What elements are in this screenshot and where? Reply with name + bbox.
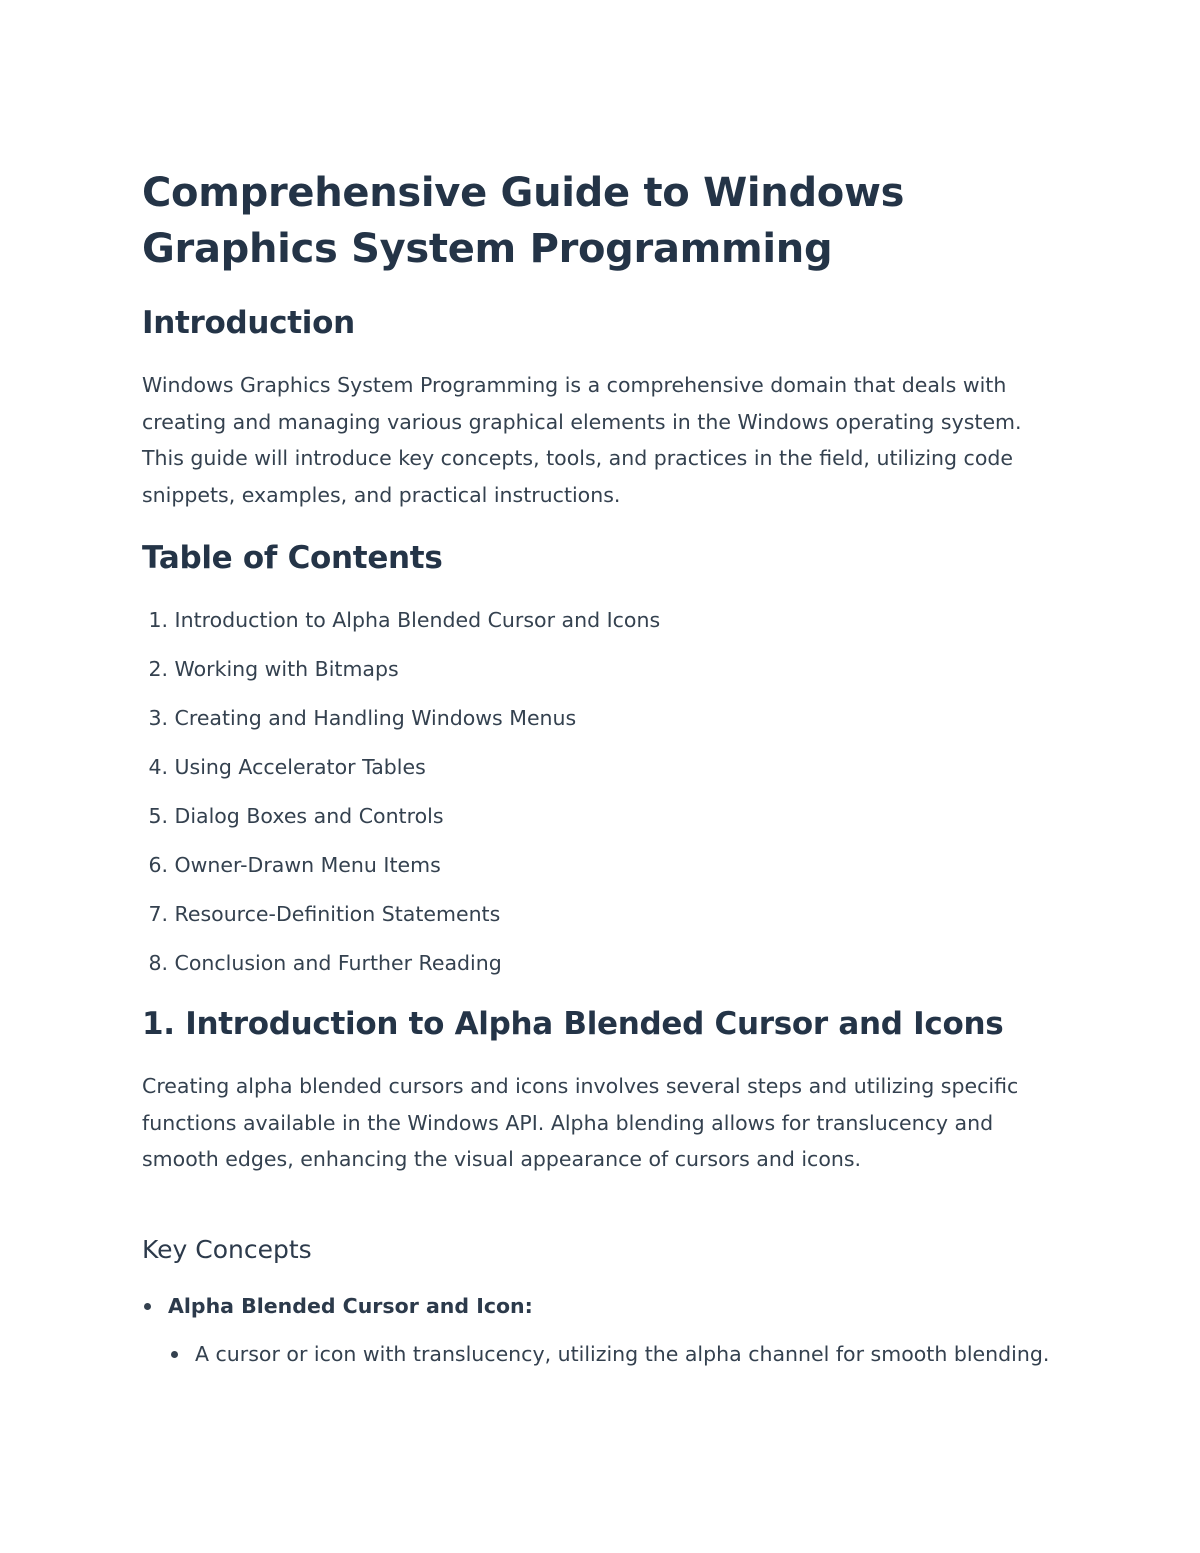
toc-item-label[interactable]: Conclusion and Further Reading xyxy=(174,951,502,975)
toc-item[interactable] xyxy=(142,847,660,896)
page-title: Comprehensive Guide to Windows Graphics System Programming xyxy=(142,170,905,272)
toc-item[interactable] xyxy=(142,651,660,700)
table-of-contents xyxy=(142,602,660,994)
toc-item[interactable] xyxy=(142,749,660,798)
toc-item[interactable] xyxy=(142,945,660,994)
toc-item-label[interactable]: Introduction to Alpha Blended Cursor and Icons xyxy=(174,608,661,632)
key-concepts-heading: Key Concepts xyxy=(142,1235,312,1264)
toc-item[interactable] xyxy=(142,896,660,945)
bullet-detail: A cursor or icon with translucency, utilizing the alpha channel for smooth blending. xyxy=(195,1342,1050,1366)
toc-item[interactable] xyxy=(142,798,660,847)
bullet-icon xyxy=(171,1351,178,1358)
toc-heading: Table of Contents xyxy=(142,540,443,576)
toc-item-label[interactable]: Owner-Drawn Menu Items xyxy=(174,853,441,877)
toc-item-label[interactable]: Using Accelerator Tables xyxy=(174,755,426,779)
sub-list-item xyxy=(168,1336,1055,1372)
section1-heading: 1. Introduction to Alpha Blended Cursor and Icons xyxy=(142,1006,1004,1042)
toc-item-number: 7. xyxy=(148,902,168,926)
toc-item-number: 4. xyxy=(148,755,168,779)
toc-item-number: 6. xyxy=(148,853,168,877)
toc-item-number: 8. xyxy=(148,951,168,975)
toc-item[interactable] xyxy=(142,602,660,651)
toc-item-label[interactable]: Dialog Boxes and Controls xyxy=(174,804,444,828)
toc-item-number: 3. xyxy=(148,706,168,730)
introduction-heading: Introduction xyxy=(142,305,355,341)
bullet-icon xyxy=(144,1303,151,1310)
toc-item-label[interactable]: Resource-Definition Statements xyxy=(174,902,501,926)
toc-item[interactable] xyxy=(142,700,660,749)
toc-item-number: 5. xyxy=(148,804,168,828)
toc-item-number: 1. xyxy=(148,608,168,632)
list-item xyxy=(142,1288,1055,1324)
toc-item-label[interactable]: Working with Bitmaps xyxy=(174,657,399,681)
bullet-term: Alpha Blended Cursor and Icon: xyxy=(168,1294,533,1318)
introduction-paragraph: Windows Graphics System Programming is a comprehensive domain that deals with creating and managing various graphical elements in the Windows operating system. This guide will introduce key concepts, tools, and practices in the field, utilizing code snippets, examples, and practical instructions. xyxy=(142,373,1022,507)
section1-paragraph: Creating alpha blended cursors and icons involves several steps and utilizing specific functions available in the Windows API. Alpha blending allows for translucency and smooth edges, enhancing the visual appearance of cursors and icons. xyxy=(142,1074,1019,1171)
toc-item-number: 2. xyxy=(148,657,168,681)
key-concepts-list xyxy=(142,1288,1055,1372)
toc-item-label[interactable]: Creating and Handling Windows Menus xyxy=(174,706,577,730)
